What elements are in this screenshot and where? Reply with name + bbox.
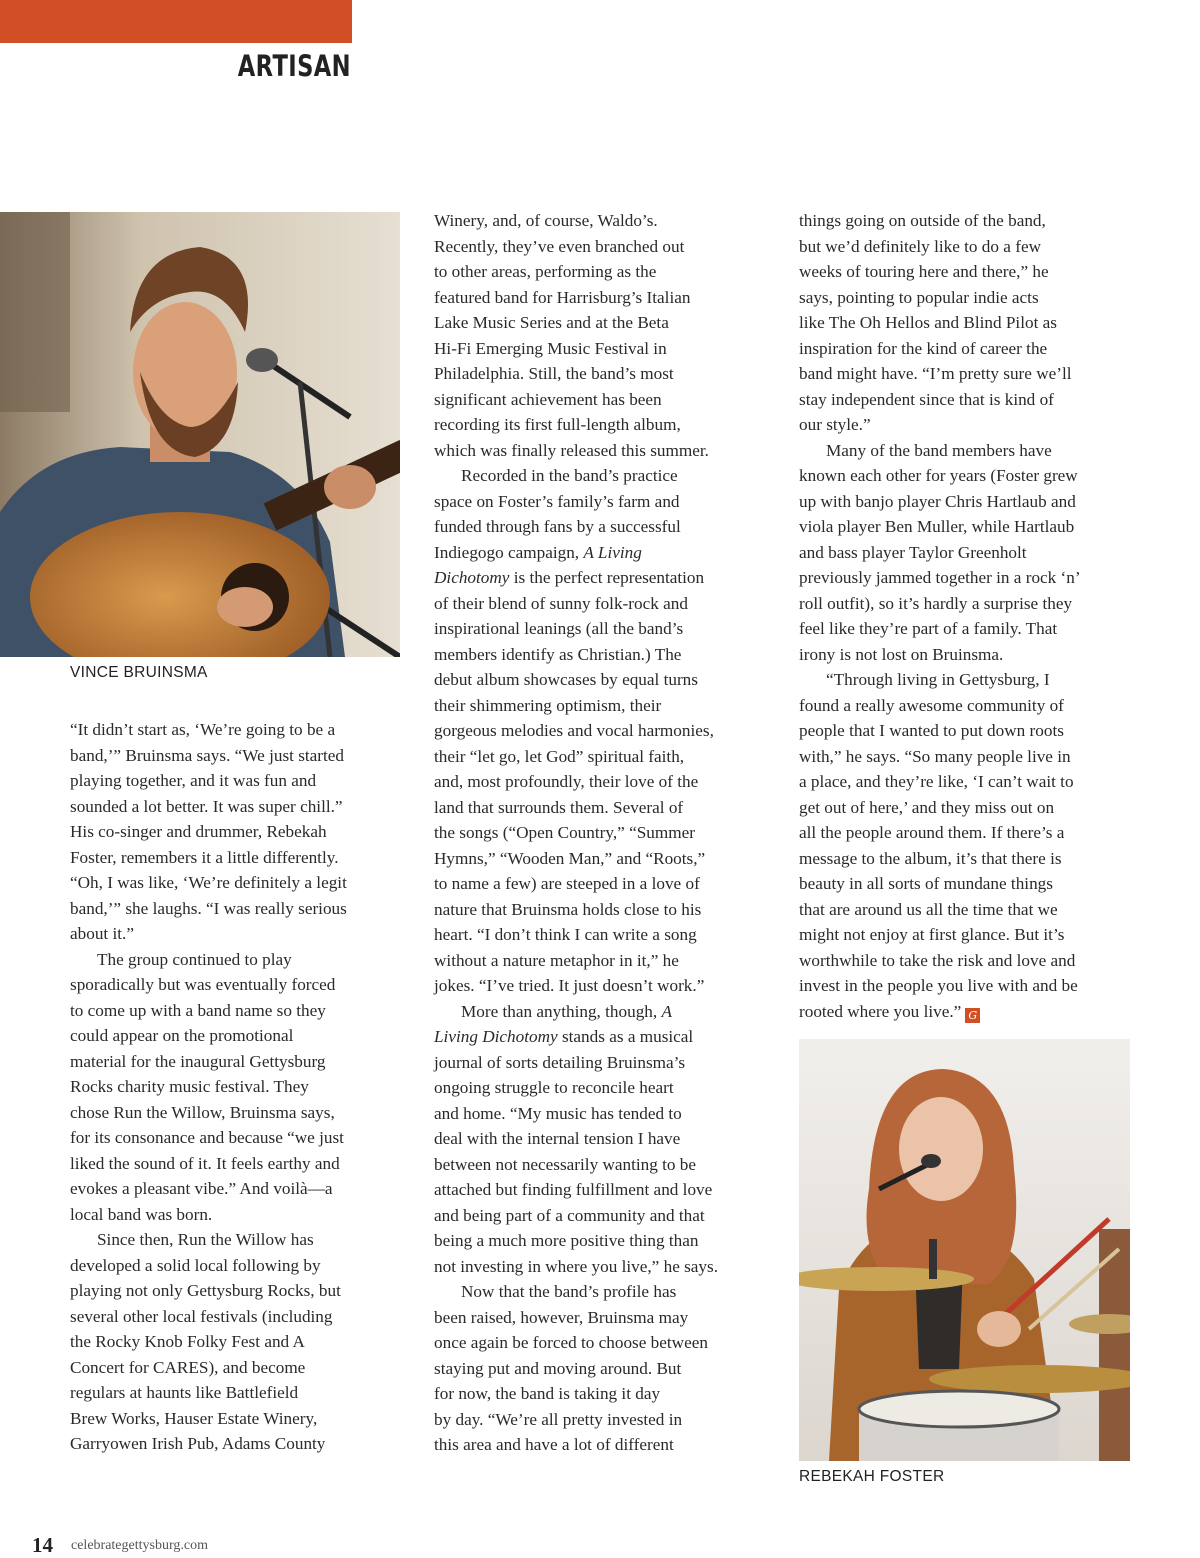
article-line: beauty in all sorts of mundane things (799, 874, 1053, 893)
article-line: by day. “We’re all pretty invested in (434, 1409, 683, 1429)
article-line: people that I wanted to put down roots (799, 721, 1064, 740)
article-line: sounded a lot better. It was super chill.” (70, 796, 343, 816)
article-line: space on Foster’s family’s farm and (434, 491, 680, 511)
article-line: up with banjo player Chris Hartlaub and (799, 491, 1076, 511)
article-paragraph (434, 999, 779, 1280)
article-line: all the people around them. If there’s a (799, 823, 1065, 842)
article-line: Recorded in the band’s practice (461, 466, 678, 485)
article-line: previously jammed together in a rock ‘n’ (799, 568, 1081, 587)
article-line: without a nature metaphor in it,” he (434, 950, 679, 970)
article-line: and home. “My music has tended to (434, 1103, 682, 1123)
article-line: not investing in where you live,” he says. (434, 1256, 719, 1276)
article-line: recording its first full-length album, (434, 415, 681, 434)
article-line: land that surrounds them. Several of (434, 797, 684, 817)
article-line: message to the album, it’s that there is (799, 848, 1062, 868)
article-line: Philadelphia. Still, the band’s most (434, 364, 674, 383)
article-line: of their blend of sunny folk-rock and (434, 593, 688, 613)
article-paragraph (799, 208, 1144, 438)
article-line: invest in the people you live with and be (799, 976, 1078, 995)
article-line: “Through living in Gettysburg, I (826, 670, 1050, 689)
article-line: to name a few) are steeped in a love of (434, 874, 700, 893)
article-paragraph (434, 208, 779, 463)
photo-caption-vince: VINCE BRUINSMA (70, 664, 208, 681)
article-line: Winery, and, of course, Waldo’s. (434, 211, 658, 230)
photo-vince-bruinsma (0, 212, 400, 657)
article-line: found a really awesome community of (799, 695, 1064, 715)
article-line: Hi-Fi Emerging Music Festival in (434, 338, 667, 358)
article-line: featured band for Harrisburg’s Italian (434, 287, 691, 307)
article-column-1 (70, 717, 415, 1457)
article-paragraph (799, 438, 1144, 668)
article-paragraph (70, 947, 415, 1228)
article-line: irony is not lost on Bruinsma. (799, 644, 1004, 664)
article-line: been raised, however, Bruinsma may (434, 1307, 689, 1327)
article-line: funded through fans by a successful (434, 517, 681, 536)
article-line: once again be forced to choose between (434, 1333, 708, 1352)
article-line: liked the sound of it. It feels earthy and (70, 1153, 340, 1173)
article-line: and being part of a community and that (434, 1205, 705, 1225)
article-line: Since then, Run the Willow has (97, 1230, 314, 1249)
article-line: band,’” Bruinsma says. “We just started (70, 745, 345, 765)
article-line: our style.” (799, 415, 871, 434)
article-line: journal of sorts detailing Bruinsma’s (434, 1052, 686, 1072)
article-line: and, most profoundly, their love of the (434, 772, 699, 791)
article-paragraph (434, 463, 779, 999)
article-line: Brew Works, Hauser Estate Winery, (70, 1408, 318, 1428)
article-line: gorgeous melodies and vocal harmonies, (434, 721, 714, 740)
article-line: might not enjoy at first glance. But it’s (799, 925, 1065, 944)
article-line: The group continued to play (97, 949, 292, 969)
article-line: the Rocky Knob Folky Fest and A (70, 1332, 305, 1351)
article-line: that are around us all the time that we (799, 899, 1058, 919)
article-line: “It didn’t start as, ‘We’re going to be a (70, 720, 336, 739)
article-line: developed a solid local following by (70, 1255, 321, 1275)
article-line: known each other for years (Foster grew (799, 466, 1078, 485)
article-line: says, pointing to popular indie acts (799, 287, 1039, 307)
article-line: regulars at haunts like Battlefield (70, 1383, 299, 1402)
article-line: with,” he says. “So many people live in (799, 746, 1071, 766)
article-line: but we’d definitely like to do a few (799, 236, 1041, 256)
article-line: staying put and moving around. But (434, 1358, 682, 1378)
article-line: Rocks charity music festival. They (70, 1077, 309, 1096)
article-line: like The Oh Hellos and Blind Pilot as (799, 313, 1057, 332)
article-line: a place, and they’re like, ‘I can’t wait to (799, 772, 1074, 791)
article-line: the songs (“Open Country,” “Summer (434, 823, 695, 842)
article-line: Lake Music Series and at the Beta (434, 313, 669, 332)
article-line: chose Run the Willow, Bruinsma says, (70, 1102, 335, 1122)
article-line: Concert for CARES), and become (70, 1357, 306, 1377)
article-line: jokes. “I’ve tried. It just doesn’t work.” (434, 976, 705, 995)
photo-rebekah-foster (799, 1039, 1130, 1461)
article-line: deal with the internal tension I have (434, 1129, 681, 1148)
article-line: “Oh, I was like, ‘We’re definitely a legit (70, 873, 347, 892)
article-line: material for the inaugural Gettysburg (70, 1051, 326, 1071)
article-line: local band was born. (70, 1204, 213, 1224)
article-line: Hymns,” “Wooden Man,” and “Roots,” (434, 848, 706, 868)
article-line: members identify as Christian.) The (434, 644, 682, 664)
article-line: could appear on the promotional (70, 1026, 294, 1045)
article-line: rooted where you live.” G (799, 999, 1144, 1025)
article-line: nature that Bruinsma holds close to his (434, 899, 702, 919)
article-line: heart. “I don’t think I can write a song (434, 925, 697, 944)
header-accent-bar (0, 0, 352, 43)
article-line: playing together, and it was fun and (70, 771, 317, 790)
article-line: evokes a pleasant vibe.” And voilà—a (70, 1179, 333, 1198)
article-line: get out of here,’ and they miss out on (799, 797, 1055, 817)
end-mark-icon: G (965, 1008, 980, 1023)
article-line: inspiration for the kind of career the (799, 338, 1048, 358)
article-line: Garryowen Irish Pub, Adams County (70, 1434, 326, 1453)
article-line: to come up with a band name so they (70, 1000, 326, 1020)
article-line: this area and have a lot of different (434, 1435, 674, 1454)
article-paragraph (434, 1279, 779, 1458)
article-line: being a much more positive thing than (434, 1231, 699, 1250)
article-paragraph (70, 1227, 415, 1457)
article-line: weeks of touring here and there,” he (799, 262, 1049, 281)
article-line: Many of the band members have (826, 440, 1052, 460)
article-line: their shimmering optimism, their (434, 695, 662, 715)
article-column-2 (434, 208, 779, 1458)
photo-caption-rebekah: REBEKAH FOSTER (799, 1468, 945, 1485)
article-line: inspirational leanings (all the band’s (434, 619, 684, 638)
article-line: several other local festivals (including (70, 1306, 333, 1326)
article-line: Now that the band’s profile has (461, 1282, 677, 1301)
article-paragraph (799, 667, 1144, 1024)
article-line: significant achievement has been (434, 389, 662, 409)
article-line: to other areas, performing as the (434, 262, 657, 281)
article-line: which was finally released this summer. (434, 440, 709, 460)
article-line: More than anything, though, A (461, 1001, 672, 1021)
article-line: and bass player Taylor Greenholt (799, 542, 1027, 562)
article-line: roll outfit), so it’s hardly a surprise they (799, 593, 1073, 613)
article-line: His co-singer and drummer, Rebekah (70, 822, 327, 841)
article-line: between not necessarily wanting to be (434, 1154, 697, 1174)
article-column-3 (799, 208, 1144, 1024)
article-line: attached but finding fulfillment and love (434, 1180, 713, 1199)
article-line: ongoing struggle to reconcile heart (434, 1078, 674, 1097)
article-paragraph (70, 717, 415, 947)
article-line: Dichotomy is the perfect representation (434, 568, 705, 587)
article-line: viola player Ben Muller, while Hartlaub (799, 517, 1075, 536)
article-line: about it.” (70, 924, 134, 943)
article-line: Indiegogo campaign, A Living (434, 542, 642, 562)
article-line: band might have. “I’m pretty sure we’ll (799, 364, 1072, 383)
article-line: things going on outside of the band, (799, 211, 1046, 230)
article-line: Foster, remembers it a little differently. (70, 847, 339, 867)
article-line: worthwhile to take the risk and love and (799, 950, 1076, 970)
page-number: 14 (32, 1533, 53, 1557)
article-line: playing not only Gettysburg Rocks, but (70, 1281, 341, 1300)
article-line: for its consonance and because “we just (70, 1128, 344, 1147)
article-line: Living Dichotomy stands as a musical (434, 1027, 694, 1046)
article-line: Recently, they’ve even branched out (434, 236, 685, 256)
article-line: their “let go, let God” spiritual faith, (434, 746, 685, 766)
article-line: feel like they’re part of a family. That (799, 619, 1058, 638)
article-line: band,’” she laughs. “I was really serious (70, 898, 347, 918)
article-line: stay independent since that is kind of (799, 389, 1054, 409)
article-line: debut album showcases by equal turns (434, 670, 698, 689)
article-line: for now, the band is taking it day (434, 1384, 661, 1403)
footer-url: celebrategettysburg.com (71, 1538, 208, 1553)
article-line: sporadically but was eventually forced (70, 975, 336, 994)
section-label: ARTISAN (237, 49, 351, 83)
